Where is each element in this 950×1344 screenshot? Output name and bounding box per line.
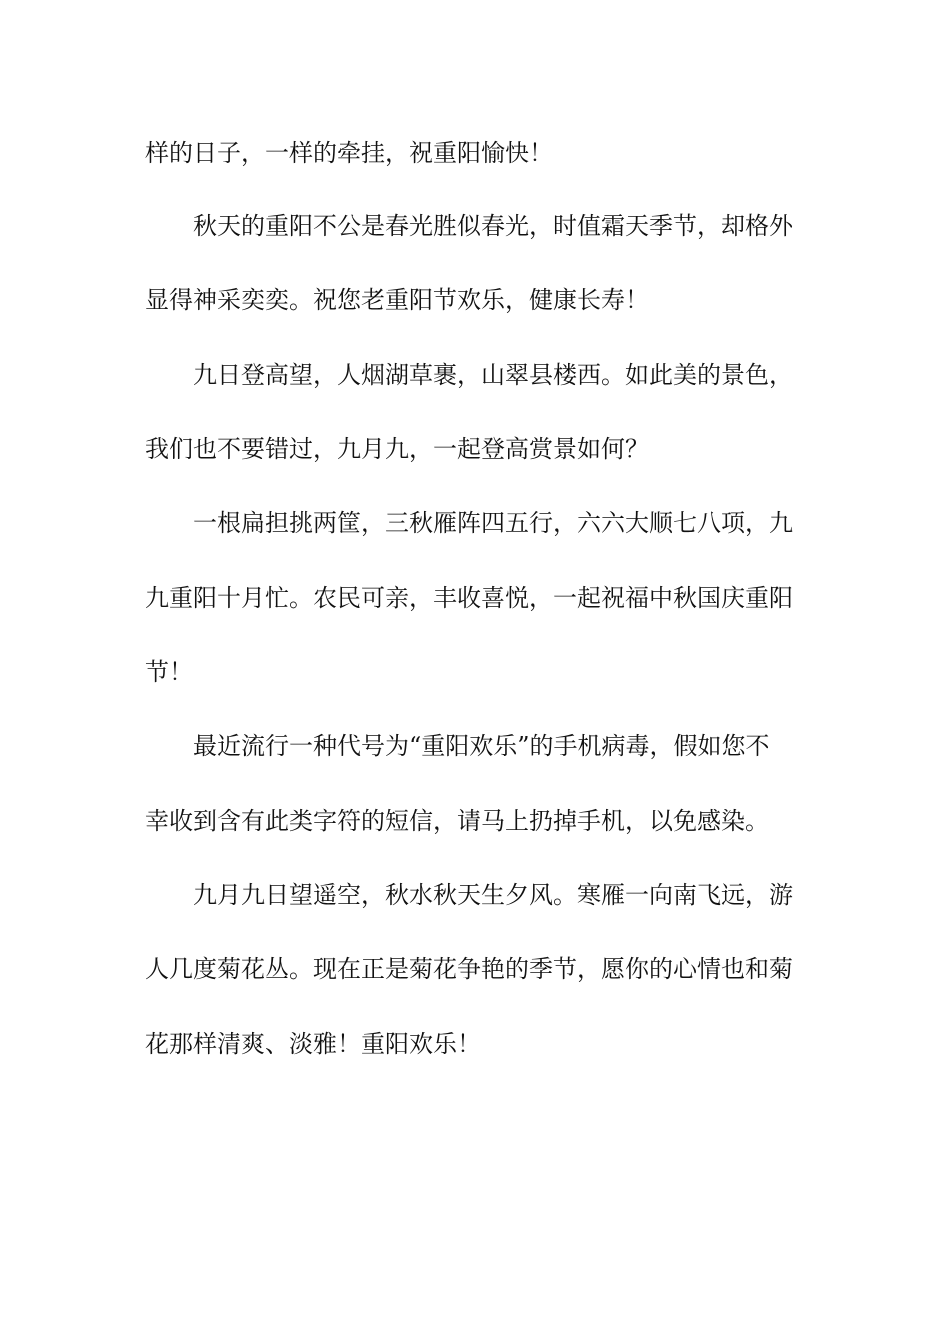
text-line-13: 花那样清爽、淡雅！重阳欢乐！ — [145, 1030, 481, 1058]
text-line-4: 九日登高望，人烟湖草裹，山翠县楼西。如此美的景色， — [193, 361, 793, 389]
text-line-12: 人几度菊花丛。现在正是菊花争艳的季节，愿你的心情也和菊 — [145, 955, 793, 983]
text-line-10: 幸收到含有此类字符的短信，请马上扔掉手机，以免感染。 — [145, 807, 769, 835]
text-line-11: 九月九日望遥空，秋水秋天生夕风。寒雁一向南飞远，游 — [193, 881, 793, 909]
text-line-5: 我们也不要错过，九月九，一起登高赏景如何？ — [145, 435, 649, 463]
text-line-2: 秋天的重阳不公是春光胜似春光，时值霜天季节，却格外 — [193, 212, 793, 240]
text-line-6: 一根扁担挑两筐，三秋雁阵四五行，六六大顺七八项，九 — [193, 509, 793, 537]
text-line-9: 最近流行一种代号为“重阳欢乐”的手机病毒，假如您不 — [193, 732, 770, 760]
text-line-1: 样的日子，一样的牵挂，祝重阳愉快！ — [145, 139, 553, 167]
text-line-3: 显得神采奕奕。祝您老重阳节欢乐，健康长寿！ — [145, 286, 649, 314]
text-line-8: 节！ — [145, 658, 193, 686]
text-line-7: 九重阳十月忙。农民可亲，丰收喜悦，一起祝福中秋国庆重阳 — [145, 584, 793, 612]
